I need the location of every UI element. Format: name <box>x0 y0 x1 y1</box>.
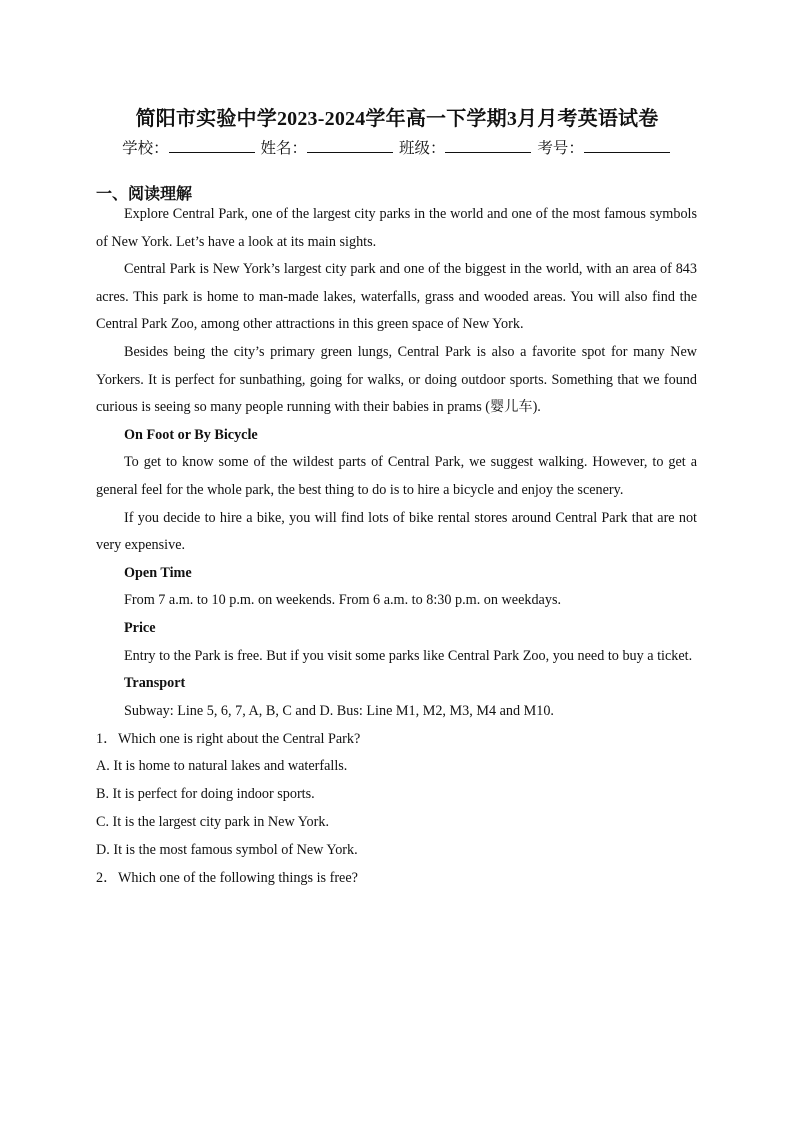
passage-heading: Open Time <box>124 564 192 581</box>
exam-title: 简阳市实验中学2023-2024学年高一下学期3月月考英语试卷 <box>135 108 659 130</box>
passage-paragraph: Entry to the Park is free. But if you visit some parks like Central Park Zoo, you need to buy a ticket. <box>124 647 693 664</box>
question-stem: Which one of the following things is free? <box>118 870 358 887</box>
school-blank[interactable] <box>169 138 255 153</box>
question-2 <box>96 864 697 892</box>
option-c[interactable]: C. It is the largest city park in New York. <box>96 813 330 830</box>
passage-paragraph: Besides being the city’s primary green lungs, Central Park is also a favorite spot for many New Yorkers. It is perfect for sunbathing, going for walks, or doing outdoor sports. Something that we found curious is seeing so many people running with their babies in prams (婴儿车). <box>96 343 697 416</box>
class-blank[interactable] <box>445 138 531 153</box>
passage-heading: Price <box>124 619 156 636</box>
option-b[interactable]: B. It is perfect for doing indoor sports. <box>96 786 315 803</box>
exam-number-blank[interactable] <box>584 138 670 153</box>
student-info-line <box>0 136 794 158</box>
passage-paragraph: From 7 a.m. to 10 p.m. on weekends. From 6 a.m. to 8:30 p.m. on weekdays. <box>124 592 562 609</box>
question-1 <box>96 725 697 753</box>
reading-passage <box>96 201 697 892</box>
section-title: 一、阅读理解 <box>96 186 193 203</box>
passage-paragraph: Subway: Line 5, 6, 7, A, B, C and D. Bus: Line M1, M2, M3, M4 and M10. <box>124 702 554 719</box>
exam-number-label: 考号： <box>537 140 584 157</box>
class-label: 班级： <box>398 140 446 157</box>
school-label: 学校： <box>122 140 169 157</box>
name-blank[interactable] <box>307 138 393 153</box>
passage-paragraph: If you decide to hire a bike, you will find lots of bike rental stores around Central Park that are not very expensive. <box>96 509 697 554</box>
passage-paragraph: To get to know some of the wildest parts of Central Park, we suggest walking. However, to get a general feel for the whole park, the best thing to do is to hire a bicycle and enjoy the scenery. <box>96 454 697 498</box>
option-d[interactable]: D. It is the most famous symbol of New York. <box>96 841 358 858</box>
option-a[interactable]: A. It is home to natural lakes and waterfalls. <box>96 758 348 775</box>
passage-heading: On Foot or By Bicycle <box>124 426 258 443</box>
passage-paragraph: Central Park is New York’s largest city park and one of the biggest in the world, with an area of 843 acres. This park is home to man-made lakes, waterfalls, grass and wooded areas. You will also find the Central Park Zoo, among other attractions in this green space of New York. <box>96 261 697 333</box>
question-number: 2． <box>96 870 118 887</box>
question-number: 1． <box>96 731 118 748</box>
passage-paragraph: Explore Central Park, one of the largest city parks in the world and one of the most famous symbols of New York. Let’s have a look at its main sights. <box>96 206 697 250</box>
passage-heading: Transport <box>124 675 186 692</box>
name-label: 姓名： <box>260 140 308 157</box>
question-stem: Which one is right about the Central Park? <box>118 731 361 748</box>
